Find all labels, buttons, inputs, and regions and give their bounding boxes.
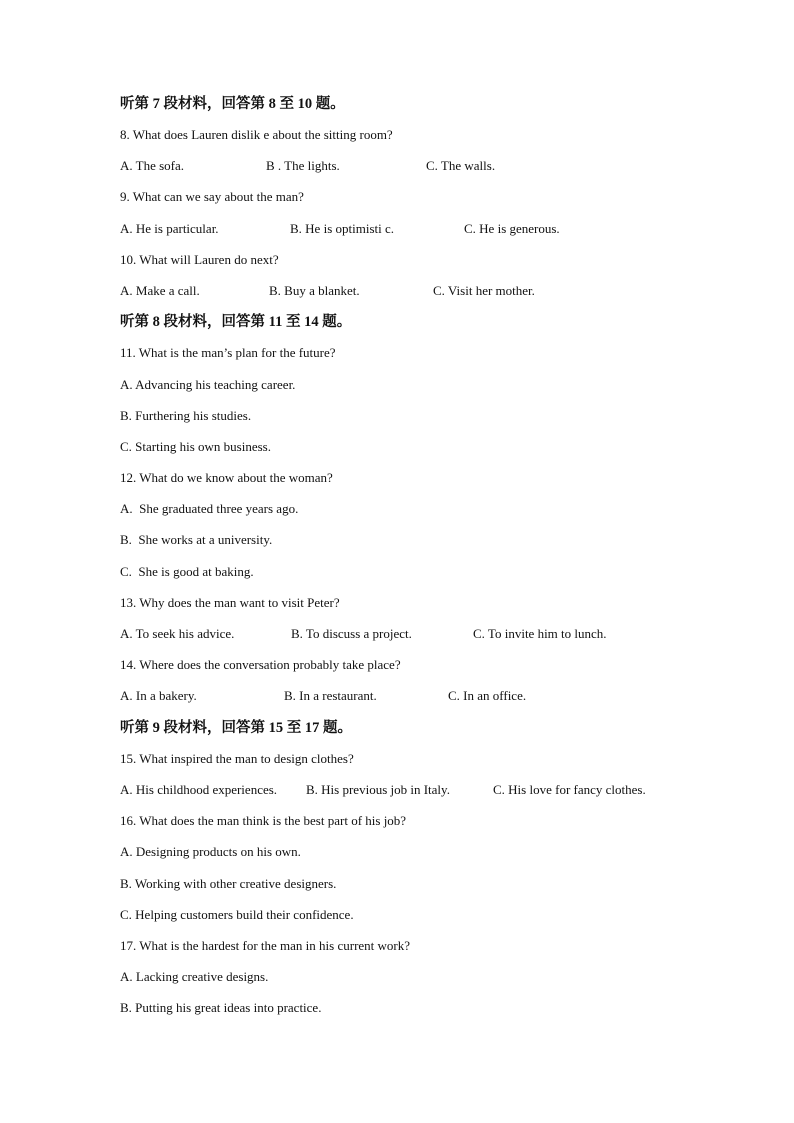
q11-option-a: A. Advancing his teaching career.	[120, 377, 296, 392]
q13-option-b: B. To discuss a project.	[291, 626, 412, 641]
q14-option-c: C. In an office.	[448, 688, 527, 703]
options-row	[0, 686, 794, 706]
options-row	[0, 624, 794, 644]
q11-option-b: B. Furthering his studies.	[120, 408, 252, 423]
question-14-stem: 14. Where does the conversation probably take place?	[120, 657, 401, 672]
q16-option-c: C. Helping customers build their confidence.	[120, 907, 354, 922]
question-stem	[0, 468, 794, 488]
q10-option-a: A. Make a call.	[120, 283, 200, 298]
option-line	[0, 998, 794, 1018]
q16-option-b: B. Working with other creative designers.	[120, 876, 337, 891]
question-9-stem: 9. What can we say about the man?	[120, 189, 304, 204]
question-17-stem: 17. What is the hardest for the man in his current work?	[120, 938, 411, 953]
q9-option-a: A. He is particular.	[120, 221, 219, 236]
question-16-stem: 16. What does the man think is the best part of his job?	[120, 813, 407, 828]
section-heading	[0, 94, 794, 114]
option-line	[0, 562, 794, 582]
option-line	[0, 406, 794, 426]
question-10-stem: 10. What will Lauren do next?	[120, 252, 279, 267]
q15-option-b: B. His previous job in Italy.	[306, 782, 450, 797]
section-heading	[0, 312, 794, 332]
q9-option-c: C. He is generous.	[464, 221, 560, 236]
q17-option-b: B. Putting his great ideas into practice.	[120, 1000, 322, 1015]
question-12-stem: 12. What do we know about the woman?	[120, 470, 333, 485]
q9-option-b: B. He is optimisti c.	[290, 221, 394, 236]
option-line	[0, 842, 794, 862]
q14-option-a: A. In a bakery.	[120, 688, 197, 703]
option-line	[0, 499, 794, 519]
question-13-stem: 13. Why does the man want to visit Peter?	[120, 595, 340, 610]
question-stem	[0, 250, 794, 270]
option-line	[0, 437, 794, 457]
q8-option-b: B . The lights.	[266, 158, 340, 173]
question-stem	[0, 187, 794, 207]
option-line	[0, 874, 794, 894]
question-stem	[0, 343, 794, 363]
option-line	[0, 905, 794, 925]
options-row	[0, 219, 794, 239]
q12-option-b: B. She works at a university.	[120, 532, 273, 547]
option-line	[0, 530, 794, 550]
q8-option-a: A. The sofa.	[120, 158, 185, 173]
q14-option-b: B. In a restaurant.	[284, 688, 377, 703]
question-stem	[0, 749, 794, 769]
q16-option-a: A. Designing products on his own.	[120, 844, 301, 859]
options-row	[0, 780, 794, 800]
question-stem	[0, 811, 794, 831]
q12-option-c: C. She is good at baking.	[120, 564, 254, 579]
section-heading-text: 听第 9 段材料，回答第 15 至 17 题。	[120, 720, 352, 736]
q11-option-c: C. Starting his own business.	[120, 439, 271, 454]
question-11-stem: 11. What is the man’s plan for the future?	[120, 345, 336, 360]
q17-option-a: A. Lacking creative designs.	[120, 969, 269, 984]
q12-option-a: A. She graduated three years ago.	[120, 501, 299, 516]
q15-option-a: A. His childhood experiences.	[120, 782, 278, 797]
question-15-stem: 15. What inspired the man to design clothes?	[120, 751, 354, 766]
options-row	[0, 281, 794, 301]
question-stem	[0, 593, 794, 613]
q10-option-c: C. Visit her mother.	[433, 283, 535, 298]
question-stem	[0, 655, 794, 675]
option-line	[0, 967, 794, 987]
q10-option-b: B. Buy a blanket.	[269, 283, 360, 298]
question-8-stem: 8. What does Lauren dislik e about the sitting room?	[120, 127, 393, 142]
question-stem	[0, 936, 794, 956]
q8-option-c: C. The walls.	[426, 158, 496, 173]
options-row	[0, 156, 794, 176]
section-heading-text: 听第 8 段材料，回答第 11 至 14 题。	[120, 314, 352, 330]
q15-option-c: C. His love for fancy clothes.	[493, 782, 646, 797]
option-line	[0, 375, 794, 395]
q13-option-a: A. To seek his advice.	[120, 626, 235, 641]
section-heading	[0, 718, 794, 738]
question-stem	[0, 125, 794, 145]
q13-option-c: C. To invite him to lunch.	[473, 626, 607, 641]
section-heading-text: 听第 7 段材料，回答第 8 至 10 题。	[120, 96, 345, 112]
